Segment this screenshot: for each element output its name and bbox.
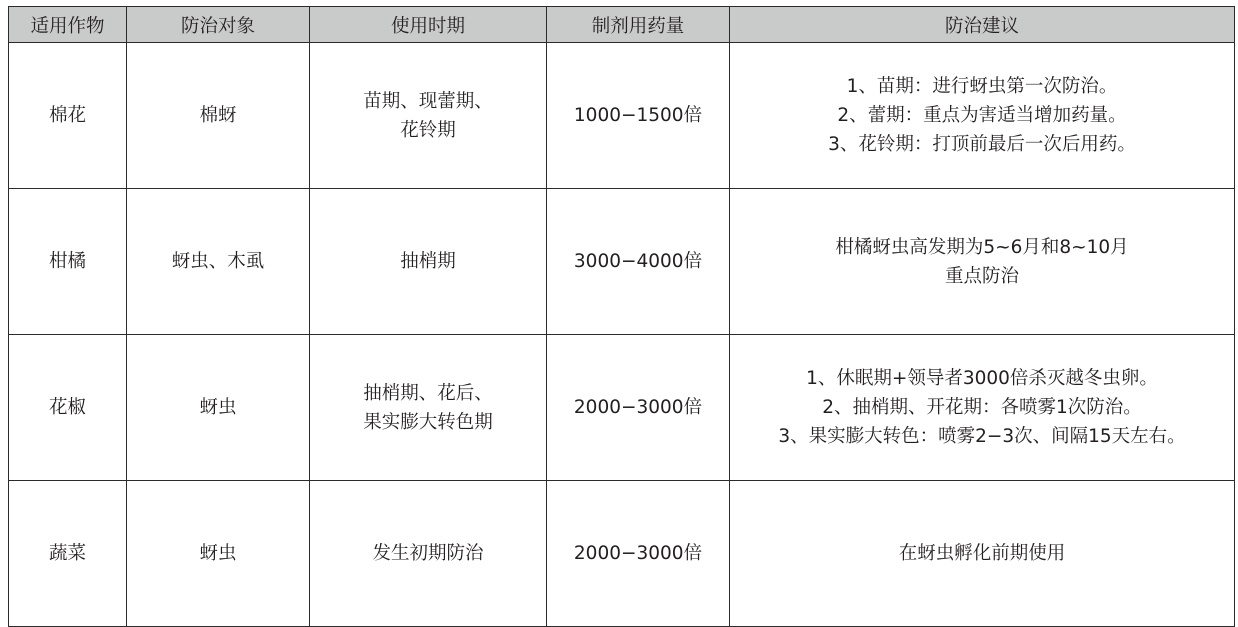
cell-period — [310, 43, 547, 189]
header-advice: 防治建议 — [730, 7, 1235, 43]
header-crop: 适用作物 — [9, 7, 127, 43]
cell-crop: 蔬菜 — [9, 481, 127, 627]
advice-line: 2、蕾期：重点为害适当增加药量。 — [837, 105, 1127, 126]
advice-line: 2、抽梢期、开花期：各喷雾1次防治。 — [822, 397, 1142, 418]
cell-target: 蚜虫 — [127, 481, 310, 627]
cell-dosage: 3000−4000倍 — [547, 189, 730, 335]
advice-line: 1、苗期：进行蚜虫第一次防治。 — [846, 76, 1118, 97]
header-target: 防治对象 — [127, 7, 310, 43]
cell-crop: 花椒 — [9, 335, 127, 481]
cell-period — [310, 481, 547, 627]
cell-advice — [730, 481, 1235, 627]
pesticide-usage-table — [8, 6, 1235, 627]
period-line: 花铃期 — [400, 119, 456, 141]
cell-advice — [730, 189, 1235, 335]
cell-dosage: 2000−3000倍 — [547, 335, 730, 481]
advice-line: 柑橘蚜虫高发期为5~6月和8~10月 — [835, 236, 1129, 258]
cell-target: 棉蚜 — [127, 43, 310, 189]
advice-line: 在蚜虫孵化前期使用 — [898, 543, 1066, 564]
header-dosage: 制剂用药量 — [547, 7, 730, 43]
period-line: 抽梢期 — [400, 251, 456, 272]
period-line: 苗期、现蕾期、 — [363, 90, 493, 112]
table-row — [9, 335, 1235, 481]
period-line: 抽梢期、花后、 — [363, 382, 493, 404]
advice-line: 1、休眠期+领导者3000倍杀灭越冬虫卵。 — [806, 368, 1158, 389]
advice-line: 3、花铃期：打顶前最后一次后用药。 — [828, 134, 1136, 155]
header-row — [9, 7, 1235, 43]
table-row — [9, 189, 1235, 335]
cell-dosage: 2000−3000倍 — [547, 481, 730, 627]
cell-advice — [730, 43, 1235, 189]
period-line: 发生初期防治 — [372, 543, 484, 564]
cell-period — [310, 335, 547, 481]
header-period: 使用时期 — [310, 7, 547, 43]
advice-line: 重点防治 — [944, 265, 1019, 287]
cell-dosage: 1000−1500倍 — [547, 43, 730, 189]
cell-target: 蚜虫、木虱 — [127, 189, 310, 335]
cell-target: 蚜虫 — [127, 335, 310, 481]
cell-advice — [730, 335, 1235, 481]
cell-period — [310, 189, 547, 335]
period-line: 果实膨大转色期 — [363, 411, 493, 433]
table-row — [9, 481, 1235, 627]
cell-crop: 柑橘 — [9, 189, 127, 335]
table-row — [9, 43, 1235, 189]
advice-line: 3、果实膨大转色：喷雾2−3次、间隔15天左右。 — [778, 426, 1186, 447]
cell-crop: 棉花 — [9, 43, 127, 189]
